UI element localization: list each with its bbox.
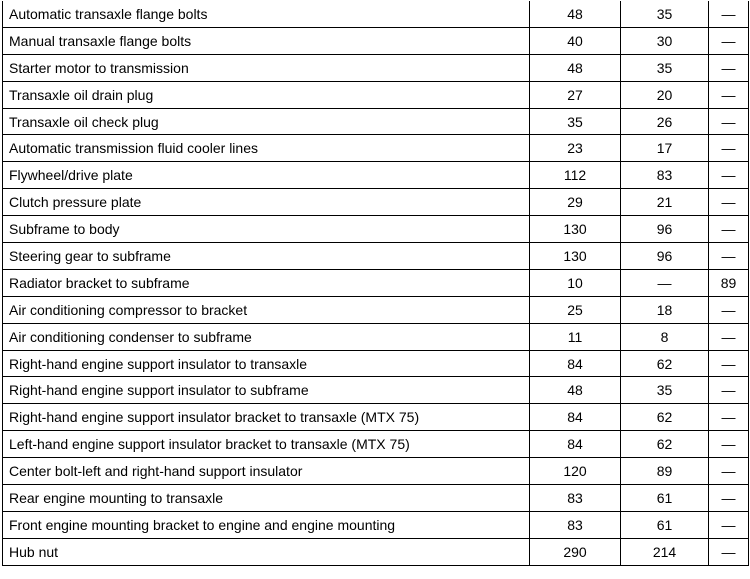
lbft-value-cell: 21 [621,189,709,216]
lbft-value-cell: 96 [621,216,709,243]
nm-value-cell: 84 [530,350,621,377]
lbin-value-cell: — [709,1,749,27]
lbin-value-cell: — [709,81,749,108]
description-cell: Radiator bracket to subframe [3,269,530,296]
torque-spec-table [2,1,749,566]
table-row [3,243,749,270]
table-row [3,108,749,135]
nm-value-cell: 290 [530,538,621,565]
description-cell: Right-hand engine support insulator to transaxle [3,350,530,377]
lbft-value-cell: 18 [621,296,709,323]
lbft-value-cell: — [621,269,709,296]
lbin-value-cell: — [709,243,749,270]
table-row [3,162,749,189]
description-cell: Manual transaxle flange bolts [3,27,530,54]
lbin-value-cell: — [709,431,749,458]
lbin-value-cell: — [709,27,749,54]
lbin-value-cell: — [709,189,749,216]
table-row [3,377,749,404]
nm-value-cell: 35 [530,108,621,135]
nm-value-cell: 112 [530,162,621,189]
torque-spec-table-body [3,1,749,565]
description-cell: Automatic transmission fluid cooler lines [3,135,530,162]
description-cell: Center bolt-left and right-hand support insulator [3,458,530,485]
description-cell: Front engine mounting bracket to engine and engine mounting [3,511,530,538]
lbft-value-cell: 62 [621,404,709,431]
lbft-value-cell: 83 [621,162,709,189]
lbin-value-cell: — [709,216,749,243]
lbft-value-cell: 8 [621,323,709,350]
lbft-value-cell: 96 [621,243,709,270]
table-row [3,485,749,512]
description-cell: Starter motor to transmission [3,54,530,81]
lbin-value-cell: — [709,323,749,350]
table-row [3,511,749,538]
nm-value-cell: 84 [530,404,621,431]
table-row [3,458,749,485]
nm-value-cell: 130 [530,216,621,243]
description-cell: Steering gear to subframe [3,243,530,270]
nm-value-cell: 27 [530,81,621,108]
lbin-value-cell: — [709,377,749,404]
lbin-value-cell: — [709,54,749,81]
description-cell: Transaxle oil drain plug [3,81,530,108]
nm-value-cell: 29 [530,189,621,216]
table-row [3,350,749,377]
lbft-value-cell: 35 [621,1,709,27]
lbft-value-cell: 89 [621,458,709,485]
nm-value-cell: 10 [530,269,621,296]
lbin-value-cell: — [709,108,749,135]
table-row [3,296,749,323]
lbft-value-cell: 20 [621,81,709,108]
lbin-value-cell: 89 [709,269,749,296]
nm-value-cell: 48 [530,54,621,81]
table-row [3,323,749,350]
description-cell: Subframe to body [3,216,530,243]
description-cell: Air conditioning compressor to bracket [3,296,530,323]
nm-value-cell: 83 [530,485,621,512]
description-cell: Transaxle oil check plug [3,108,530,135]
nm-value-cell: 23 [530,135,621,162]
lbft-value-cell: 62 [621,431,709,458]
lbft-value-cell: 35 [621,54,709,81]
nm-value-cell: 11 [530,323,621,350]
table-row [3,1,749,27]
nm-value-cell: 83 [530,511,621,538]
lbin-value-cell: — [709,135,749,162]
lbft-value-cell: 214 [621,538,709,565]
lbft-value-cell: 26 [621,108,709,135]
description-cell: Automatic transaxle flange bolts [3,1,530,27]
description-cell: Left-hand engine support insulator bracket to transaxle (MTX 75) [3,431,530,458]
nm-value-cell: 120 [530,458,621,485]
lbin-value-cell: — [709,511,749,538]
lbft-value-cell: 35 [621,377,709,404]
table-row [3,269,749,296]
lbin-value-cell: — [709,404,749,431]
description-cell: Right-hand engine support insulator to subframe [3,377,530,404]
table-row [3,216,749,243]
lbft-value-cell: 30 [621,27,709,54]
table-row [3,189,749,216]
table-row [3,404,749,431]
lbft-value-cell: 17 [621,135,709,162]
table-row [3,431,749,458]
description-cell: Clutch pressure plate [3,189,530,216]
table-row [3,54,749,81]
table-row [3,135,749,162]
table-row [3,81,749,108]
lbin-value-cell: — [709,538,749,565]
lbin-value-cell: — [709,296,749,323]
table-row [3,27,749,54]
lbin-value-cell: — [709,485,749,512]
nm-value-cell: 84 [530,431,621,458]
lbft-value-cell: 61 [621,485,709,512]
description-cell: Flywheel/drive plate [3,162,530,189]
description-cell: Air conditioning condenser to subframe [3,323,530,350]
nm-value-cell: 48 [530,377,621,404]
nm-value-cell: 40 [530,27,621,54]
nm-value-cell: 130 [530,243,621,270]
description-cell: Rear engine mounting to transaxle [3,485,530,512]
lbft-value-cell: 61 [621,511,709,538]
lbin-value-cell: — [709,458,749,485]
description-cell: Hub nut [3,538,530,565]
nm-value-cell: 25 [530,296,621,323]
lbft-value-cell: 62 [621,350,709,377]
lbin-value-cell: — [709,162,749,189]
nm-value-cell: 48 [530,1,621,27]
table-row [3,538,749,565]
description-cell: Right-hand engine support insulator bracket to transaxle (MTX 75) [3,404,530,431]
lbin-value-cell: — [709,350,749,377]
